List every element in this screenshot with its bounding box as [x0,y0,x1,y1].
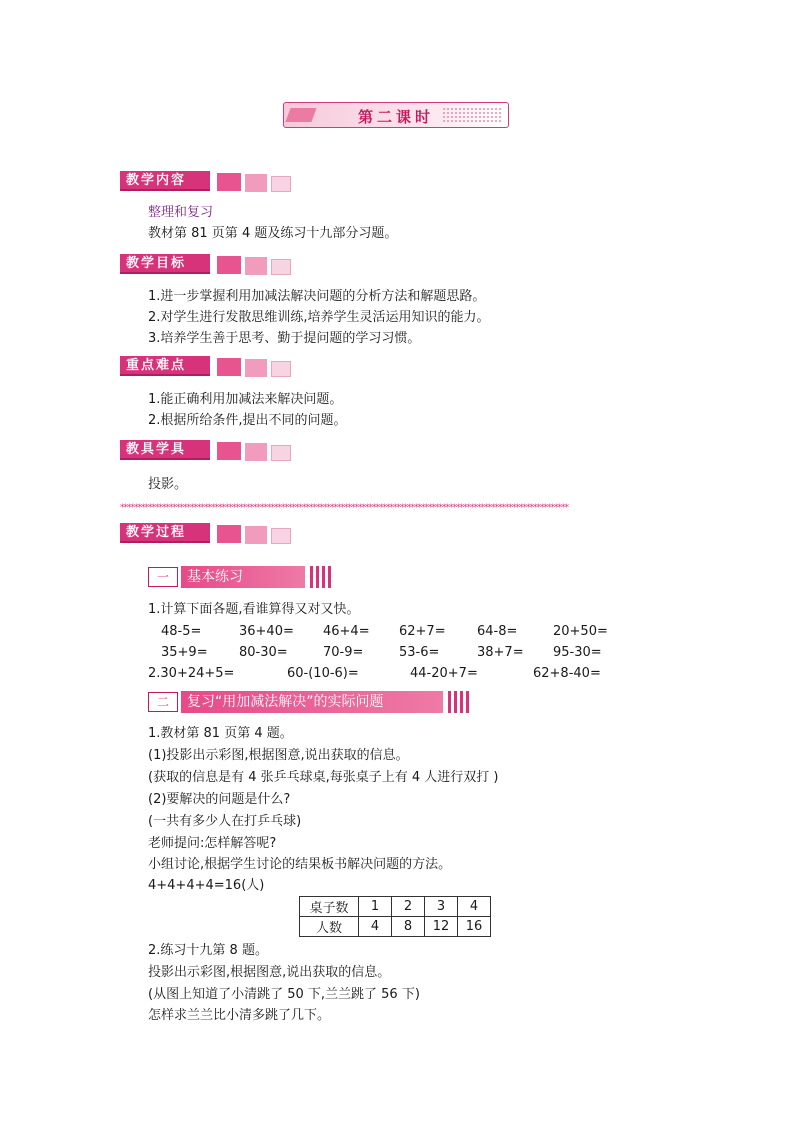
content-detail: 教材第 81 页第 4 题及练习十九部分习题。 [148,226,398,241]
decor-tick [328,566,331,588]
decor-block [217,256,241,274]
calc-item: 46+4= [323,624,370,639]
decor-block [245,526,267,544]
key-item: 2.根据所给条件,提出不同的问题。 [148,413,347,428]
calc-item: 62+8-40= [533,666,601,681]
goal-item: 3.培养学生善于思考、勤于提问题的学习习惯。 [148,331,421,346]
calc-item: 48-5= [161,624,202,639]
section-label: 教学目标 [120,254,210,274]
goal-item: 2.对学生进行发散思维训练,培养学生灵活运用知识的能力。 [148,310,490,325]
tables-people-table [299,896,491,937]
decor-block [245,257,267,275]
calc-item: 80-30= [239,645,288,660]
subheader-number: 一 [148,567,178,587]
calc-item: 36+40= [239,624,294,639]
decor-tick [454,691,457,713]
table-row [300,917,491,937]
section-label: 教具学具 [120,440,210,460]
table-row [300,897,491,917]
table-cell: 1 [359,897,392,917]
decor-tick [310,566,313,588]
decor-tick [448,691,451,713]
decor-block [271,361,291,377]
decor-block [245,174,267,192]
table-cell: 4 [458,897,491,917]
decor-tick [460,691,463,713]
section-label: 重点难点 [120,356,210,376]
calc-item: 2.30+24+5= [148,666,235,681]
calc-item: 20+50= [553,624,608,639]
decor-block [245,359,267,377]
decor-tick [466,691,469,713]
calc-item: 60-(10-6)= [287,666,359,681]
subheader-number: 二 [148,692,178,712]
problem-line: (一共有多少人在打乒乓球) [148,814,302,829]
key-item: 1.能正确利用加减法来解决问题。 [148,392,343,407]
content-topic: 整理和复习 [148,205,214,220]
table-cell: 4 [359,917,392,937]
problem-line: 1.教材第 81 页第 4 题。 [148,726,293,741]
table-cell: 8 [392,917,425,937]
problem-line: (2)要解决的问题是什么? [148,792,291,807]
decor-tick [322,566,325,588]
problem-line: 怎样求兰兰比小清多跳了几下。 [148,1008,331,1023]
table-cell: 桌子数 [300,897,359,917]
decor-block [271,259,291,275]
decor-block [217,525,241,543]
decor-block [217,358,241,376]
subheader-label: 复习“用加减法解决”的实际问题 [181,691,443,713]
problem-line: 小组讨论,根据学生讨论的结果板书解决问题的方法。 [148,857,452,872]
subheader-review [148,691,478,713]
section-label: 教学内容 [120,171,210,191]
goal-item: 1.进一步掌握利用加减法解决问题的分析方法和解题思路。 [148,289,486,304]
subheader-basic-practice [148,566,338,588]
decor-block [271,528,291,544]
problem-line: 投影出示彩图,根据图意,说出获取的信息。 [148,965,391,980]
calc-item: 62+7= [399,624,446,639]
calc-item: 64-8= [477,624,518,639]
calc-item: 53-6= [399,645,440,660]
table-cell: 3 [425,897,458,917]
lesson-title: 第二课时 [357,108,434,126]
calc-item: 95-30= [553,645,602,660]
decor-block [245,443,267,461]
star-divider: ******************************************************************************************************************************** [120,503,568,513]
decor-tick [316,566,319,588]
decor-block [271,445,291,461]
problem-line: (从图上知道了小清跳了 50 下,兰兰跳了 56 下) [148,987,420,1002]
section-label: 教学过程 [120,523,210,543]
problem-line: 2.练习十九第 8 题。 [148,943,268,958]
calc-item: 70-9= [323,645,364,660]
decor-block [217,442,241,460]
lesson-title-banner [283,102,509,128]
tools-text: 投影。 [148,477,188,492]
calc-item: 44-20+7= [410,666,478,681]
problem-line: (获取的信息是有 4 张乒乓球桌,每张桌子上有 4 人进行双打 ) [148,770,499,785]
decor-block [217,173,241,191]
table-cell: 人数 [300,917,359,937]
table-cell: 2 [392,897,425,917]
table-cell: 12 [425,917,458,937]
problem-line: 老师提问:怎样解答呢? [148,836,277,851]
problem-line: (1)投影出示彩图,根据图意,说出获取的信息。 [148,748,409,763]
decor-block [271,176,291,192]
problem-line: 4+4+4+4=16(人) [148,878,265,893]
subheader-label: 基本练习 [181,566,305,588]
exercise-intro: 1.计算下面各题,看谁算得又对又快。 [148,602,360,617]
table-cell: 16 [458,917,491,937]
calc-item: 38+7= [477,645,524,660]
calc-item: 35+9= [161,645,208,660]
